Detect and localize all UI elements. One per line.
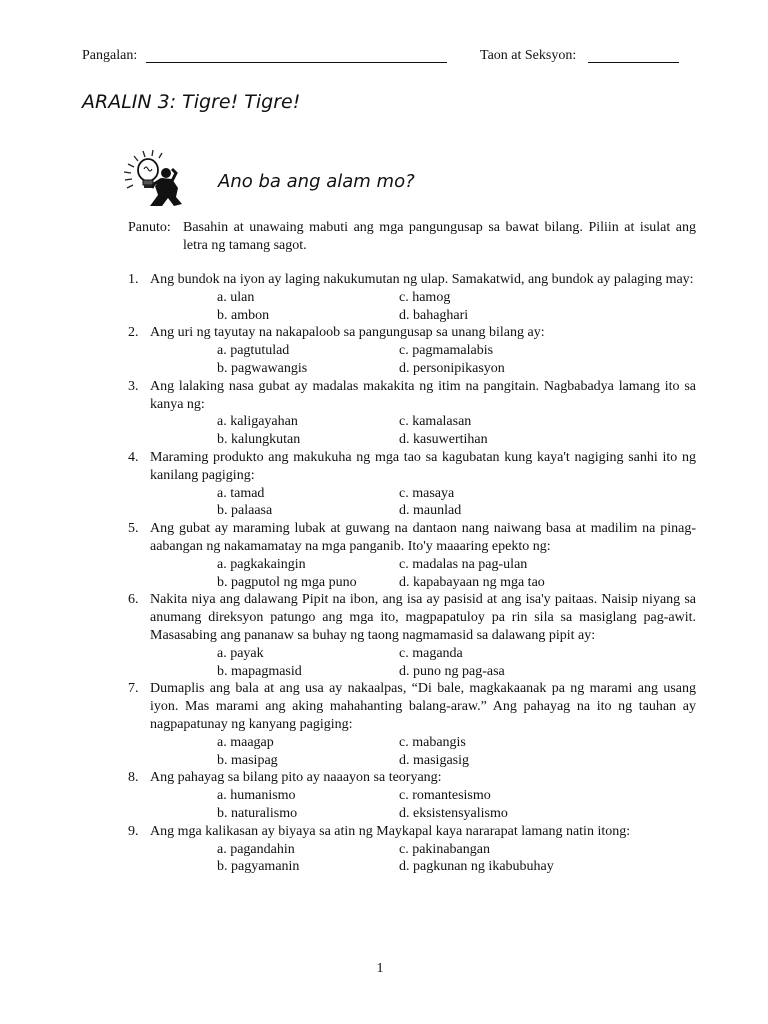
question-text: Dumaplis ang bala at ang usa ay nakaalpas, “Di bale, magkakaanak pa ng marami ang usang iyon. Mas marami ang aking mahahanting balang-araw.” Ang pahayag na ito ng tauhan ay nagpapatunay ng kanyang pagiging: [150,681,696,732]
choice-group [128,342,696,378]
name-blank-line[interactable] [146,62,447,63]
question-text: Ang gubat ay maraming lubak at guwang na dantaon nang naiwang basa at madilim na pinag-aabangan ng nakamamatay na mga panganib. Ito'y maaaring epekto ng: [150,521,696,554]
answer-choice[interactable]: b. kalungkutan [217,432,301,448]
lightbulb-thinker-icon [122,142,188,208]
answer-choice[interactable]: a. pagkakaingin [217,556,306,572]
answer-choice[interactable]: c. maganda [399,645,463,661]
answer-choice[interactable]: c. kamalasan [399,414,472,430]
question-item [128,271,696,324]
choice-group [128,645,696,681]
question-item [128,591,696,680]
question-item [128,378,696,449]
question-item [128,520,696,591]
answer-choice[interactable]: d. puno ng pag-asa [399,663,505,679]
answer-choice[interactable]: b. naturalismo [217,805,298,821]
question-text: Nakita niya ang dalawang Pipit na ibon, ang isa ay pasisid at ang isa'y paitaas. Naisip niyang sa anumang direksyon patungo ang mga ito, magpapatuloy pa rin sila sa masiglang pag-awit. Masasabing ang pananaw sa buhay ng taong nagmamasid sa dalawang pipit ay: [150,592,696,643]
question-text: Ang uri ng tayutay na nakapaloob sa pangungusap sa unang bilang ay: [150,325,545,341]
question-text: Ang bundok na iyon ay laging nakukumutan ng ulap. Samakatwid, ang bundok ay palaging may: [150,272,694,287]
answer-choice[interactable]: a. pagandahin [217,841,295,857]
answer-choice[interactable]: b. pagwawangis [217,360,308,376]
answer-choice[interactable]: b. masipag [217,752,278,768]
answer-choice[interactable]: c. hamog [399,289,451,305]
answer-choice[interactable]: a. tamad [217,485,265,501]
header [82,46,682,66]
answer-choice[interactable]: d. pagkunan ng ikabubuhay [399,859,554,875]
answer-choice[interactable]: d. kasuwertihan [399,432,488,448]
answer-choice[interactable]: c. madalas na pag-ulan [399,556,528,572]
question-number: 7. [128,681,139,697]
answer-choice[interactable]: d. maunlad [399,503,462,519]
choice-group [128,841,696,877]
question-number: 2. [128,325,139,341]
answer-choice[interactable]: d. personipikasyon [399,360,505,376]
question-text: Ang mga kalikasan ay biyaya sa atin ng Maykapal kaya nararapat lamang natin itong: [150,823,631,839]
question-number: 9. [128,823,139,839]
answer-choice[interactable]: a. maagap [217,734,274,750]
question-text: Ang pahayag sa bilang pito ay naaayon sa teoryang: [150,770,442,786]
instructions-text: Basahin at unawaing mabuti ang mga pangungusap sa bawat bilang. Piliin at isulat ang letra ng tamang sagot. [183,220,696,253]
answer-choice[interactable]: c. mabangis [399,734,466,750]
question-text: Ang lalaking nasa gubat ay madalas makakita ng itim na pangitain. Nagbabadya lamang ito sa kanya ng: [150,378,696,412]
choice-group [128,485,696,521]
answer-choice[interactable]: a. kaligayahan [217,414,298,430]
choice-group [128,556,696,592]
answer-choice[interactable]: b. ambon [217,307,270,323]
choice-group [128,734,696,770]
question-item [128,769,696,822]
section-blank-line[interactable] [588,62,679,63]
choice-group [128,787,696,823]
section-label: Taon at Seksyon: [480,48,577,63]
answer-choice[interactable]: a. humanismo [217,788,296,804]
answer-choice[interactable]: c. pakinabangan [399,841,490,857]
question-number: 3. [128,378,139,394]
question-number: 4. [128,449,139,465]
choice-group [128,413,696,449]
answer-choice[interactable]: b. palaasa [217,503,273,519]
answer-choice[interactable]: a. ulan [217,289,255,305]
answer-choice[interactable]: b. mapagmasid [217,663,302,679]
answer-choice[interactable]: c. romantesismo [399,788,491,804]
answer-choice[interactable]: d. kapabayaan ng mga tao [399,574,545,590]
instructions-label: Panuto: [128,220,171,235]
answer-choice[interactable]: d. masigasig [399,752,469,768]
name-label: Pangalan: [82,48,138,63]
question-item [128,449,696,520]
question-number: 1. [128,272,139,287]
answer-choice[interactable]: d. bahaghari [399,307,469,323]
question-item [128,680,696,769]
answer-choice[interactable]: d. eksistensyalismo [399,805,508,821]
question-list [128,271,696,876]
answer-choice[interactable]: b. pagputol ng mga puno [217,574,357,590]
page-number: 1 [376,961,384,976]
answer-choice[interactable]: a. pagtutulad [217,343,290,359]
question-text: Maraming produkto ang makukuha ng mga tao sa kagubatan kung kaya't nagiging sanhi ito ng kanilang pagiging: [150,449,696,483]
answer-choice[interactable]: a. payak [217,645,264,661]
instructions [128,219,696,254]
question-number: 8. [128,770,139,786]
lesson-title: ARALIN 3: Tigre! Tigre! [82,91,301,113]
section-title: Ano ba ang alam mo? [218,171,415,192]
question-number: 5. [128,521,139,537]
question-item [128,823,696,876]
question-number: 6. [128,592,139,608]
answer-choice[interactable]: c. masaya [399,485,455,501]
question-item [128,324,696,377]
answer-choice[interactable]: c. pagmamalabis [399,343,494,359]
answer-choice[interactable]: b. pagyamanin [217,859,300,875]
choice-group [128,289,696,325]
